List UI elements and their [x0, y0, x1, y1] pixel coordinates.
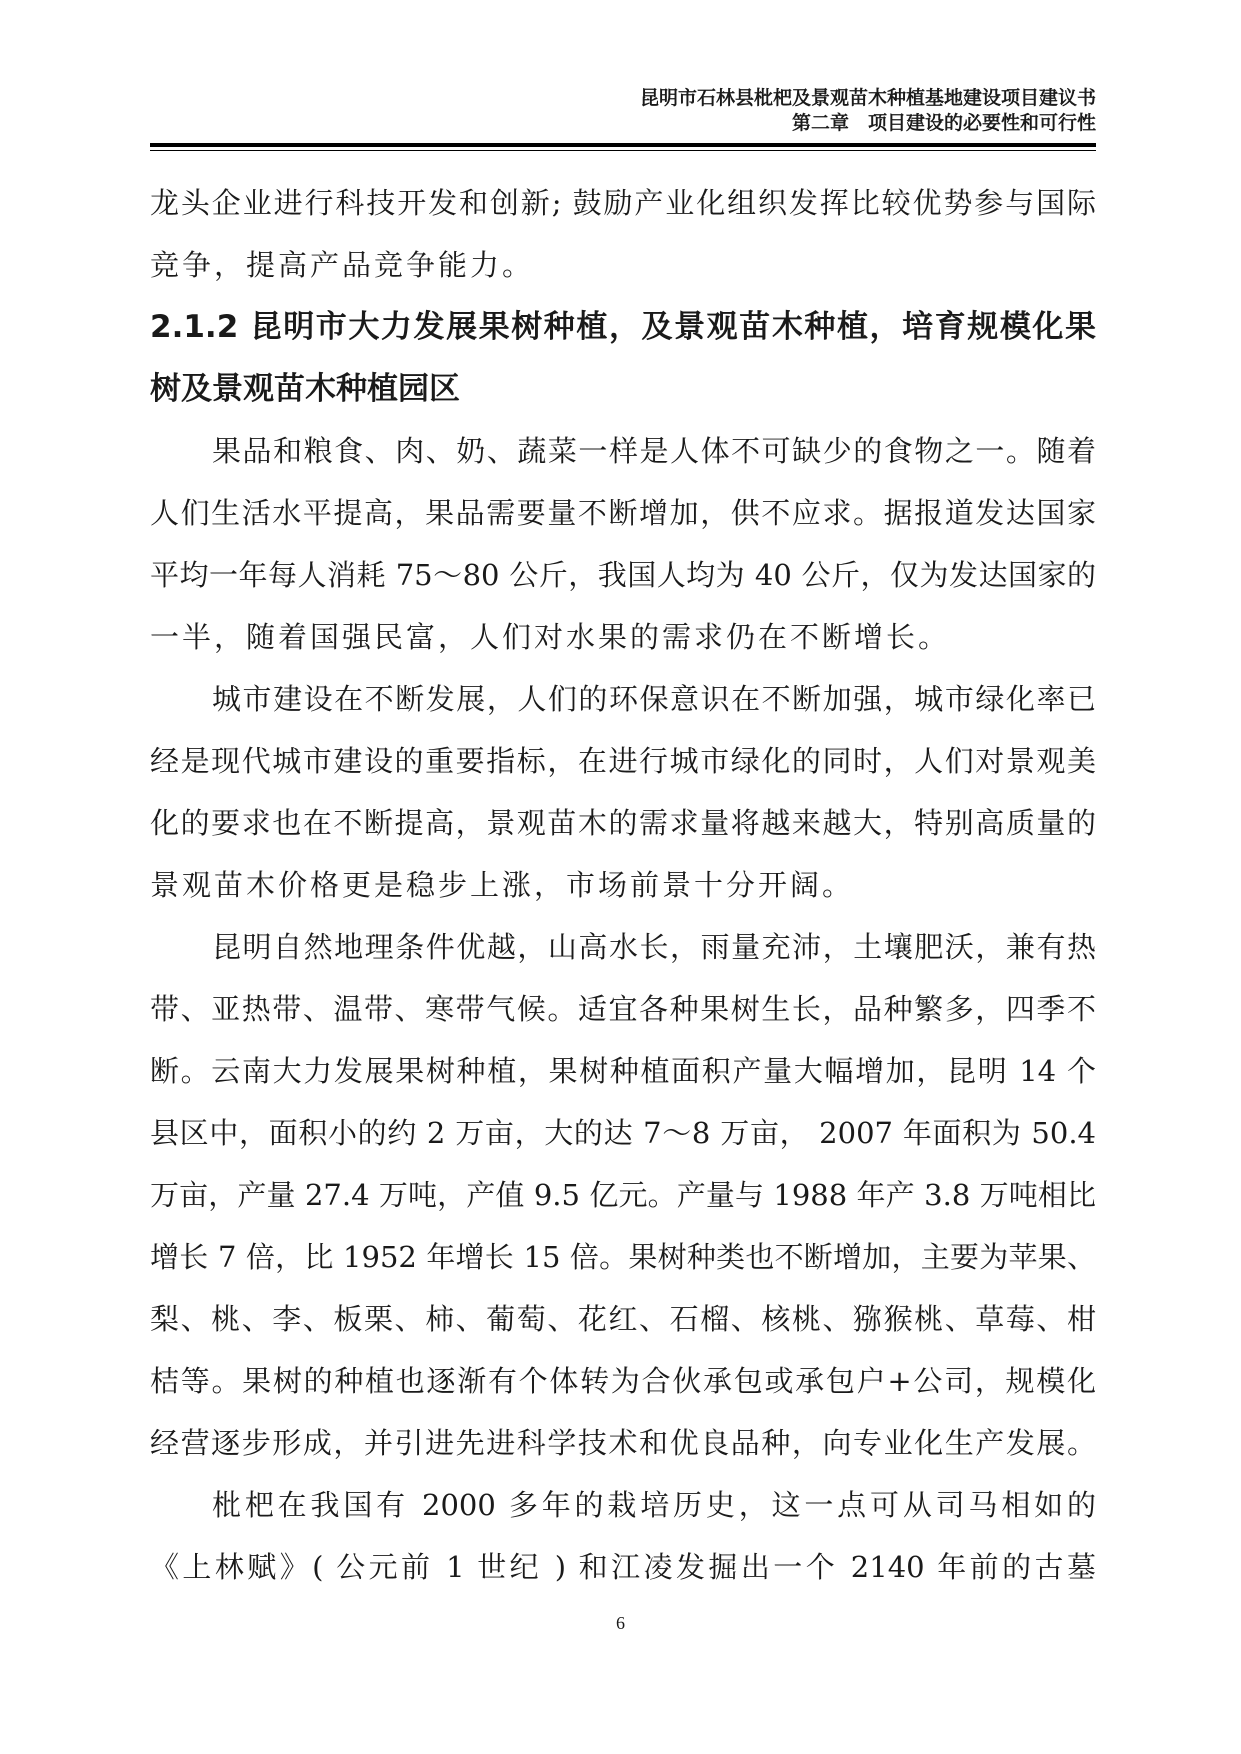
section-heading-line: 2.1.2 昆明市大力发展果树种植，及景观苗木种植，培育规模化果	[150, 309, 1096, 345]
text-line: 竞争，提高产品竞争能力。	[150, 248, 535, 282]
text-line: 果品和粮食、肉、奶、蔬菜一样是人体不可缺少的食物之一。随着	[212, 434, 1096, 468]
page-number: 6	[616, 1613, 625, 1633]
text-line: 梨、桃、李、板栗、柿、葡萄、花红、石榴、核桃、猕猴桃、草莓、柑	[150, 1302, 1096, 1336]
text-line: 桔等。果树的种植也逐渐有个体转为合伙承包或承包户+公司，规模化	[150, 1364, 1096, 1398]
text-line: 景观苗木价格更是稳步上涨，市场前景十分开阔。	[150, 868, 855, 902]
text-line: 枇杷在我国有 2000 多年的栽培历史，这一点可从司马相如的	[212, 1488, 1096, 1522]
header-rule-thick	[150, 143, 1096, 147]
text-line: 增长 7 倍，比 1952 年增长 15 倍。果树种类也不断增加，主要为苹果、	[150, 1240, 1096, 1274]
section-heading-line: 树及景观苗木种植园区	[150, 371, 460, 407]
body-text	[150, 172, 1096, 1598]
header-rule-thin	[150, 150, 1096, 151]
chapter-title: 第二章 项目建设的必要性和可行性	[791, 112, 1096, 134]
text-line: 人们生活水平提高，果品需要量不断增加，供不应求。据报道发达国家	[150, 496, 1096, 530]
text-line: 化的要求也在不断提高，景观苗木的需求量将越来越大，特别高质量的	[150, 806, 1096, 840]
document-title: 昆明市石林县枇杷及景观苗木种植基地建设项目建议书	[639, 87, 1096, 109]
running-header	[150, 86, 1096, 136]
text-line: 带、亚热带、温带、寒带气候。适宜各种果树生长，品种繁多，四季不	[150, 992, 1096, 1026]
text-line: 龙头企业进行科技开发和创新; 鼓励产业化组织发挥比较优势参与国际	[150, 186, 1096, 220]
text-line: 平均一年每人消耗 75～80 公斤，我国人均为 40 公斤，仅为发达国家的	[150, 558, 1096, 592]
text-line: 经是现代城市建设的重要指标，在进行城市绿化的同时，人们对景观美	[150, 744, 1096, 778]
text-line: 县区中，面积小的约 2 万亩，大的达 7～8 万亩， 2007 年面积为 50.4	[150, 1116, 1096, 1150]
text-line: 断。云南大力发展果树种植，果树种植面积产量大幅增加，昆明 14 个	[150, 1054, 1096, 1088]
text-line: 昆明自然地理条件优越，山高水长，雨量充沛，土壤肥沃，兼有热	[212, 930, 1096, 964]
text-line: 万亩，产量 27.4 万吨，产值 9.5 亿元。产量与 1988 年产 3.8 万吨相比	[150, 1178, 1096, 1212]
text-line: 《上林赋》( 公元前 1 世纪 ) 和江凌发掘出一个 2140 年前的古墓	[150, 1550, 1096, 1584]
text-line: 经营逐步形成，并引进先进科学技术和优良品种，向专业化生产发展。	[150, 1426, 1096, 1460]
text-line: 一半，随着国强民富，人们对水果的需求仍在不断增长。	[150, 620, 951, 654]
text-line: 城市建设在不断发展，人们的环保意识在不断加强，城市绿化率已	[212, 682, 1096, 716]
